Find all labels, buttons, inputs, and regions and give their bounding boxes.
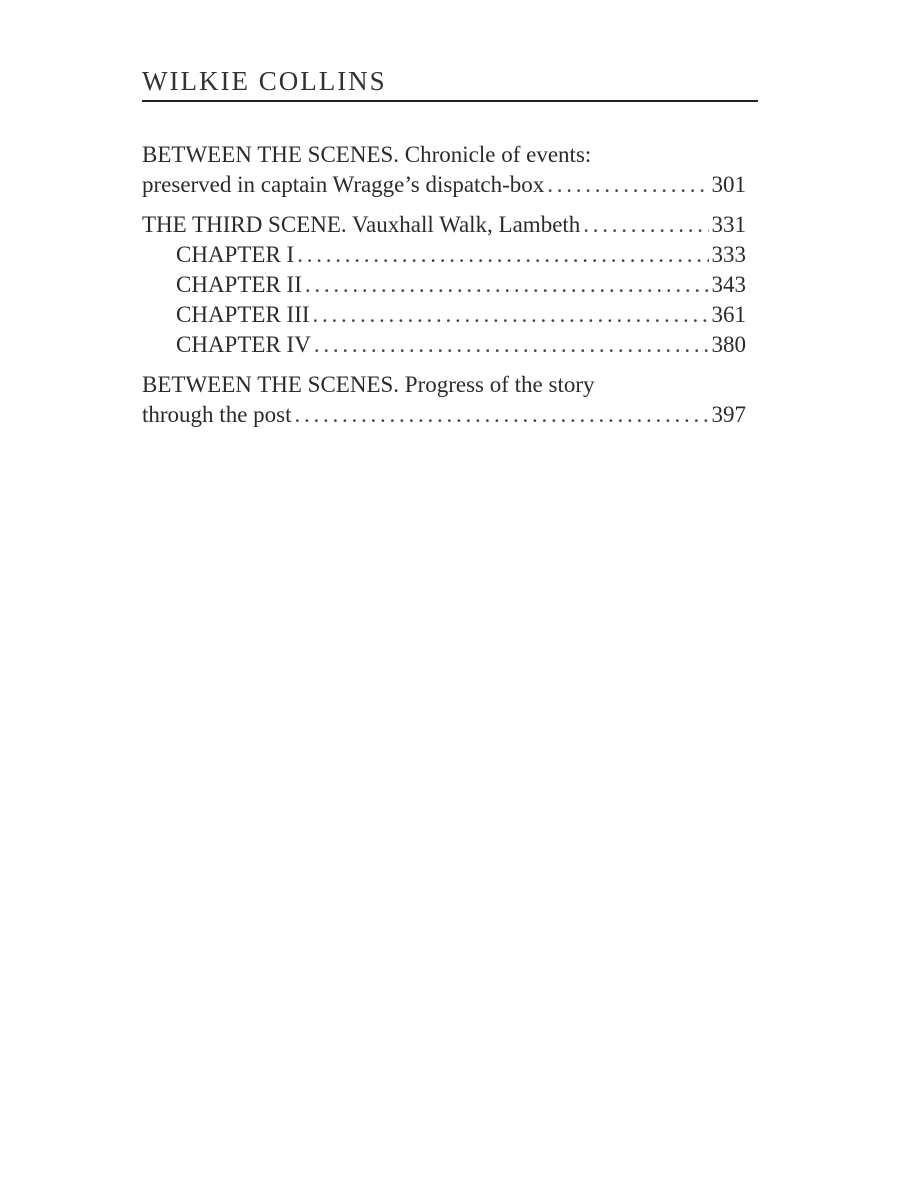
table-of-contents (142, 140, 746, 440)
dot-leader (297, 240, 708, 270)
dot-leader (583, 210, 708, 240)
toc-entry-text: THE THIRD SCENE. Vauxhall Walk, Lambeth (142, 212, 581, 237)
toc-page-number: 343 (711, 272, 746, 297)
toc-entry-between-scenes-progress (142, 370, 746, 430)
dot-leader (313, 300, 709, 330)
toc-entry-text: BETWEEN THE SCENES. Progress of the story (142, 372, 595, 397)
dot-leader (547, 170, 708, 200)
dot-leader (305, 270, 709, 300)
toc-chapter-label: CHAPTER II (176, 272, 302, 297)
toc-chapter-line (142, 240, 746, 270)
toc-entry-text: through the post (142, 402, 292, 427)
toc-page-number: 397 (711, 402, 746, 427)
toc-chapter-line (142, 330, 746, 360)
toc-entry-between-scenes-chronicle (142, 140, 746, 200)
toc-chapter-line (142, 270, 746, 300)
toc-chapter-label: CHAPTER IV (176, 332, 311, 357)
toc-chapter-line (142, 300, 746, 330)
toc-entry-text: BETWEEN THE SCENES. Chronicle of events: (142, 142, 592, 167)
running-head-title: WILKIE COLLINS (142, 66, 387, 96)
toc-chapter-label: CHAPTER I (176, 242, 295, 267)
toc-page-number: 380 (711, 332, 746, 357)
toc-chapter-label: CHAPTER III (176, 302, 310, 327)
header-rule (142, 100, 758, 102)
dot-leader (295, 400, 709, 430)
toc-entry-text: preserved in captain Wragge’s dispatch-box (142, 172, 545, 197)
toc-page-number: 361 (711, 302, 746, 327)
toc-entry-third-scene (142, 210, 746, 360)
toc-page-number: 331 (711, 212, 746, 237)
dot-leader (314, 330, 709, 360)
toc-page-number: 333 (711, 242, 746, 267)
toc-page-number: 301 (711, 172, 746, 197)
